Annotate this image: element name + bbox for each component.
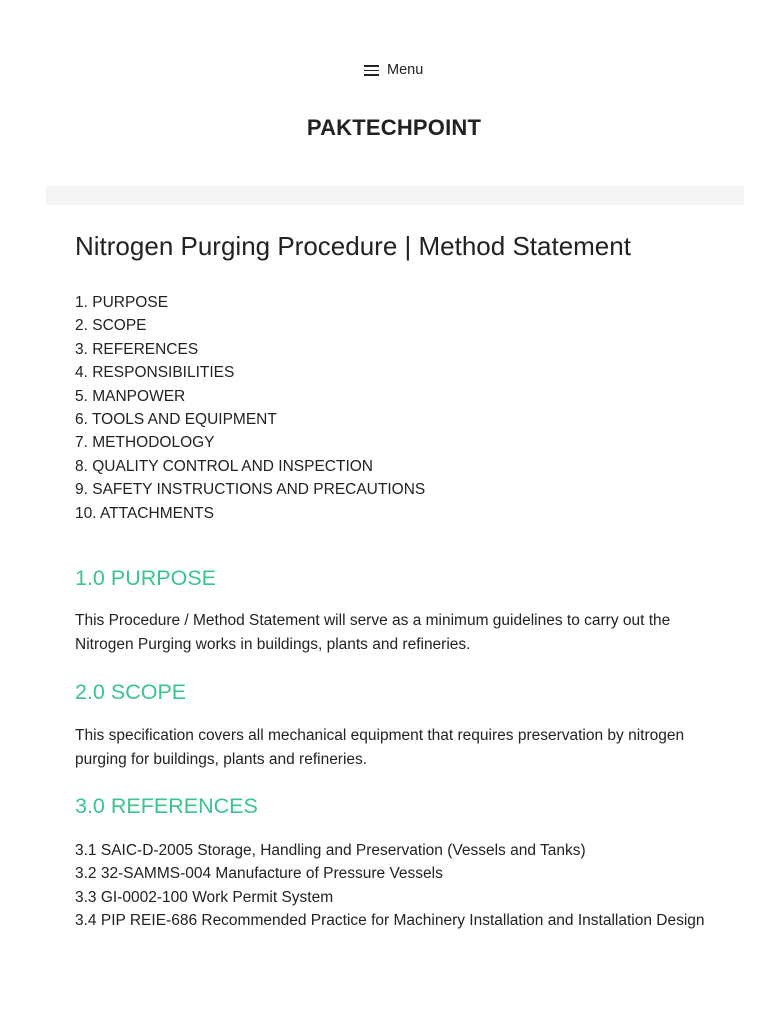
reference-item: 3.1 SAIC-D-2005 Storage, Handling and Preservation (Vessels and Tanks): [75, 842, 586, 859]
purpose-paragraph: This Procedure / Method Statement will serve as a minimum guidelines to carry out the Nitrogen Purging works in buildings, plants and refineries.: [75, 612, 671, 653]
hamburger-menu-icon: [364, 64, 379, 76]
toc-item-scope: 2. SCOPE: [75, 317, 147, 335]
reference-item: 3.3 GI-0002-100 Work Permit System: [75, 888, 334, 906]
section-heading-purpose: 1.0 PURPOSE: [75, 566, 216, 590]
references-list: [75, 839, 725, 933]
page-title: Nitrogen Purging Procedure | Method Statement: [75, 231, 631, 261]
table-of-contents: [75, 291, 425, 525]
header-separator: [46, 186, 744, 205]
toc-item-tools-equipment: 6. TOOLS AND EQUIPMENT: [75, 411, 277, 429]
section-heading-references: 3.0 REFERENCES: [75, 794, 258, 818]
toc-item-attachments: 10. ATTACHMENTS: [75, 504, 214, 522]
site-header: [0, 0, 768, 186]
toc-item-safety: 9. SAFETY INSTRUCTIONS AND PRECAUTIONS: [75, 481, 426, 499]
toc-item-responsibilities: 4. RESPONSIBILITIES: [75, 364, 235, 382]
menu-toggle-button[interactable]: [364, 58, 423, 82]
site-title-link[interactable]: PAKTECHPOINT: [306, 115, 482, 140]
toc-item-quality-control: 8. QUALITY CONTROL AND INSPECTION: [75, 457, 374, 475]
toc-item-references: 3. REFERENCES: [75, 340, 199, 358]
reference-item: 3.4 PIP REIE-686 Recommended Practice for Machinery Installation and Installation Design: [75, 912, 705, 930]
section-heading-scope: 2.0 SCOPE: [75, 680, 187, 704]
scope-paragraph: This specification covers all mechanical equipment that requires preservation by nitrogen purging for buildings, plants and refineries.: [75, 727, 685, 768]
toc-item-purpose: 1. PURPOSE: [75, 294, 169, 311]
reference-item: 3.2 32-SAMMS-004 Manufacture of Pressure Vessels: [75, 865, 443, 883]
menu-label: Menu: [387, 62, 424, 78]
toc-item-manpower: 5. MANPOWER: [75, 387, 186, 405]
toc-item-methodology: 7. METHODOLOGY: [75, 434, 215, 452]
